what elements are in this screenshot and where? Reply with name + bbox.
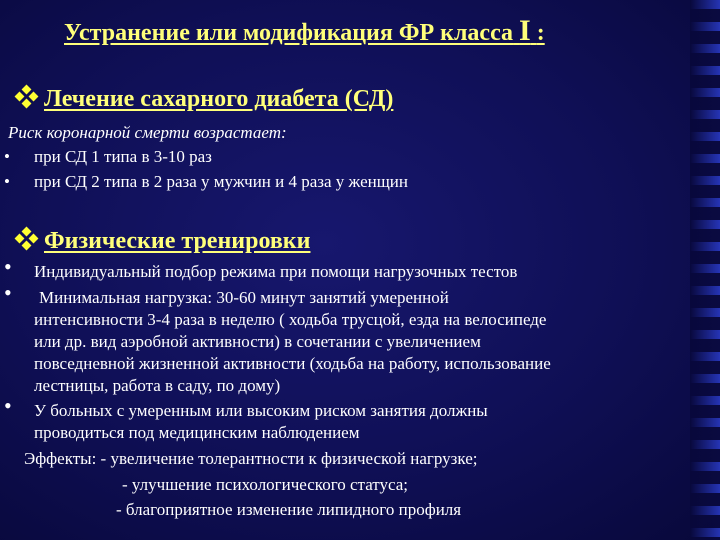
title-colon: : (536, 20, 545, 46)
bullet-icon: • (4, 254, 12, 279)
diamond-bullet-icon (16, 228, 38, 250)
heading-text: Лечение сахарного диабета (СД) (44, 86, 394, 112)
section-heading-diabetes (16, 86, 393, 113)
title-roman-numeral: I (519, 14, 531, 47)
effects-line: - благоприятное изменение липидного профиля (116, 500, 462, 519)
list-item: при СД 1 типа в 3-10 раз (34, 147, 212, 166)
list-item-line: проводиться под медицинским наблюдением (34, 423, 360, 442)
effects-line: - улучшение психологического статуса; (122, 475, 409, 494)
bullet-icon: • (4, 280, 12, 305)
list-item-line: лестницы, работа в саду, по дому) (34, 376, 281, 395)
list-item-line: или др. вид аэробной активности) в сочетании с увеличением (34, 332, 481, 351)
section-heading-exercise (16, 228, 310, 255)
list-item-line: интенсивности 3-4 раза в неделю ( ходьба трусцой, езда на велосипеде (34, 310, 547, 329)
bullet-icon: • (4, 147, 10, 166)
list-item-line: У больных с умеренным или высоким риском занятия должны (34, 401, 488, 420)
heading-text: Физические тренировки (44, 228, 311, 254)
effects-line: Эффекты: - увеличение толерантности к физической нагрузке; (24, 449, 478, 468)
bullet-icon: • (4, 393, 12, 418)
list-item-line: повседневной жизненной активности (ходьба на работу, использование (34, 354, 551, 373)
title-text: Устранение или модификация ФР класса (64, 20, 514, 46)
list-item-line: Минимальная нагрузка: 30-60 минут занятий умеренной (39, 288, 449, 307)
bullet-icon: • (4, 172, 10, 191)
list-item: Индивидуальный подбор режима при помощи нагрузочных тестов (34, 262, 518, 281)
diamond-bullet-icon (16, 86, 38, 108)
risk-intro: Риск коронарной смерти возрастает: (8, 123, 287, 142)
list-item: при СД 2 типа в 2 раза у мужчин и 4 раза у женщин (34, 172, 408, 191)
slide-title (64, 14, 545, 48)
decorative-stripes (690, 0, 720, 540)
